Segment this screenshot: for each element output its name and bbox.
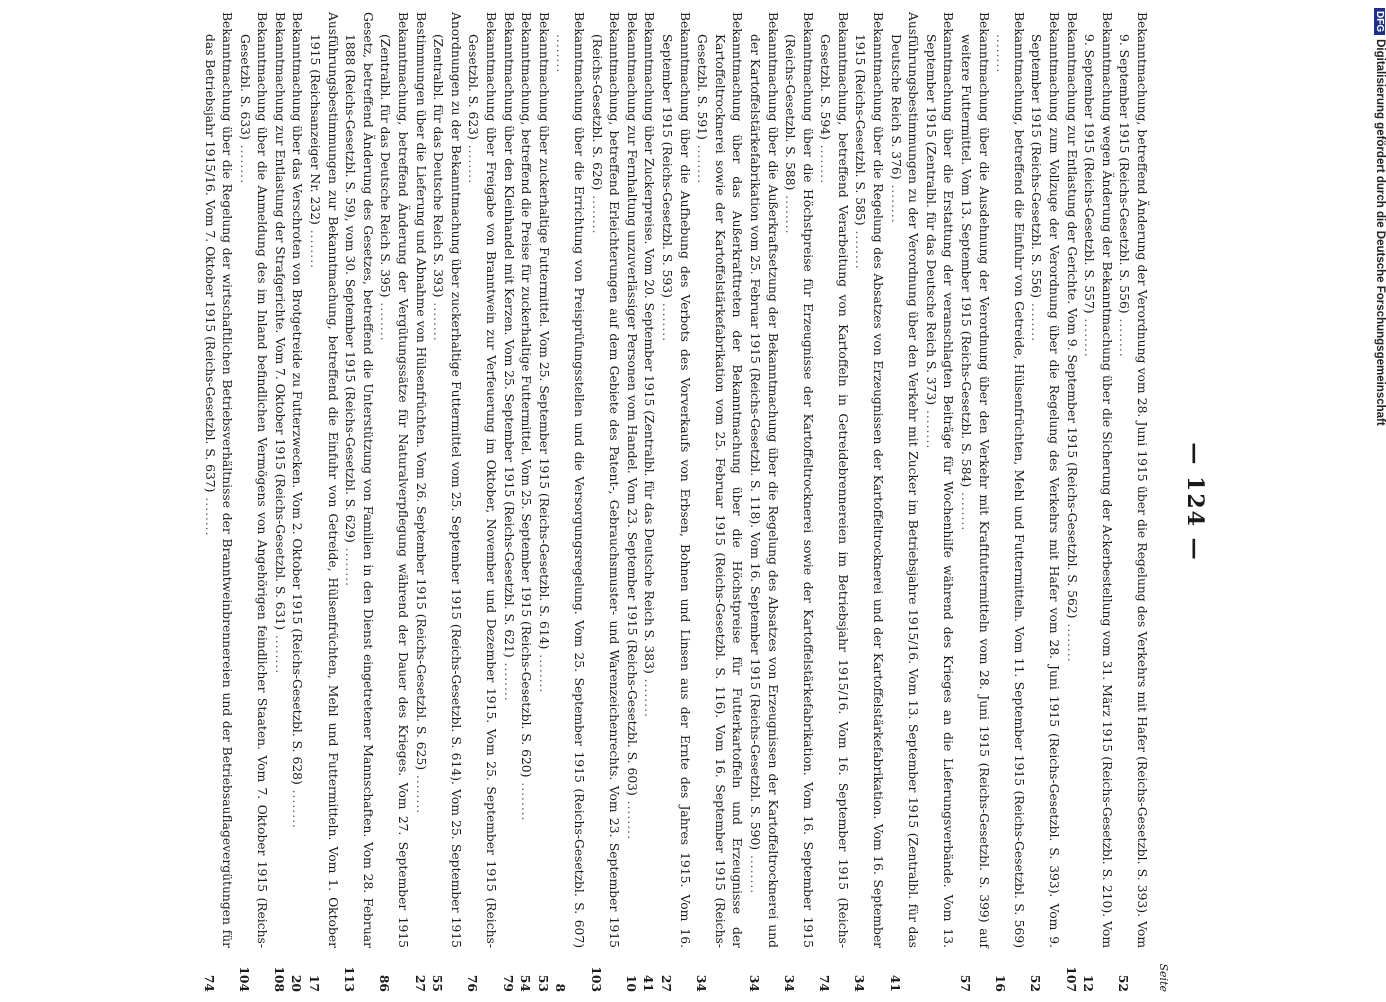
register-entry	[956, 12, 991, 992]
dot-leader: ........	[1029, 297, 1044, 343]
dot-leader: ........	[413, 770, 428, 815]
entry-page-number: 53	[535, 974, 551, 992]
dot-leader: ........	[747, 850, 762, 895]
seite-column-label: Seite	[1157, 963, 1170, 992]
entry-text: Bekanntmachung über den Kleinhandel mit Kerzen. Vom 25. September 1915 (Reichs-Gesetzbl. S. 621)	[501, 12, 516, 658]
entry-text: Bekanntmachung, betreffend Änderung der Vergütungssätze für Naturalverpflegung während der Dauer des Krieges. Vom 27. September 1915 (Zentralbl. für das Deutsche Reich S. 395)	[378, 12, 411, 948]
entry-text: Bekanntmachung über zuckerhaltige Futtermittel. Vom 25. September 1915 (Reichs-Gesetzbl. S. 614)	[536, 12, 551, 650]
entry-text: Bekanntmachung über die Regelung des Absatzes von Erzeugnissen der Kartoffeltrocknerei und der Kartoffelstärkefabrikation. Vom 16. September 1915 (Reichs-Gesetzbl. S. 585)	[853, 12, 886, 948]
register-entry	[235, 12, 270, 992]
entry-page-number: 57	[958, 974, 974, 992]
register-entry	[499, 12, 517, 992]
entry-text: Bestimmungen über die Lieferung und Abnahme von Hülsenfrüchten. Vom 26. September 1915 (Reichs-Gesetzbl. S. 625)	[413, 12, 428, 771]
entry-text: Bekanntmachung über die Aufhebung des Verbots des Vorverkaufs von Erbsen, Bohnen und Linsen aus der Ernte des Jahres 1915. Vom 16. September 1915 (Reichs-Gesetzbl. S. 593)	[659, 12, 692, 948]
register-entry	[429, 12, 464, 992]
register-entry	[1062, 12, 1080, 992]
entry-page-number: 55	[430, 974, 446, 992]
dfg-watermark	[1368, 8, 1386, 988]
register-entries	[200, 12, 1150, 992]
entry-text: Bekanntmachung über Zuckerpreise. Vom 20. September 1915 (Zentralbl. für das Deutsche Reich S. 383)	[642, 12, 657, 674]
entry-text: Bekanntmachung über die Regelung der wirtschaftlichen Betriebsverhältnisse der Branntweinbrennereien und der Betriebsauflagevergütungen für das Betriebsjahr 1915/16. Vom 7. Oktober 1915 (Reichs-Gesetzbl. S. 637)	[202, 12, 235, 948]
register-entry	[657, 12, 692, 992]
register-entry	[306, 12, 341, 992]
register-entry	[376, 12, 411, 992]
dot-leader: ........	[695, 139, 710, 184]
entry-text: Bekanntmachung zur Entlastung der Strafgerichte. Vom 7. Oktober 1915 (Reichs-Gesetzbl. S. 631)	[272, 12, 287, 631]
dot-leader: ........	[959, 487, 974, 532]
entry-page-number: 108	[271, 966, 287, 992]
dot-leader: ........	[519, 777, 534, 822]
register-entry	[1080, 12, 1115, 992]
entry-page-number: 10	[623, 974, 639, 992]
dot-leader: ........	[923, 405, 938, 450]
entry-text: Ausführungsbestimmungen zur Bekanntmachung, betreffend die Einfuhr von Getreide, Hülsenfrüchten, Mehl und Futtermitteln. Vom 1. Oktober 1915 (Reichsanzeiger Nr. 232)	[308, 12, 340, 948]
dot-leader: ........	[202, 492, 217, 537]
register-entry	[200, 12, 235, 992]
register-entry	[464, 12, 499, 992]
register-entry	[534, 12, 552, 992]
entry-page-number: 113	[342, 966, 358, 992]
entry-page-number: 16	[993, 974, 1009, 992]
entry-page-number: 54	[518, 974, 534, 992]
dot-leader: ........	[818, 139, 833, 184]
register-entry	[640, 12, 658, 992]
dot-leader: ........	[466, 139, 481, 184]
page-number: — 124 —	[1182, 442, 1208, 562]
entry-page-number: 76	[465, 974, 481, 992]
entry-page-number: 12	[1081, 974, 1097, 992]
entry-text: Bekanntmachung, betreffend Erleichterungen auf dem Gebiete des Patent-, Gebrauchsmuster- und Warenzeichenrechts. Vom 23. September 1915 (Reichs-Gesetzbl. S. 626)	[589, 12, 622, 948]
entry-page-number: 17	[307, 974, 323, 992]
dot-leader: ........	[853, 225, 868, 270]
entry-page-number: 74	[201, 974, 217, 992]
entry-page-number: 8	[553, 983, 569, 992]
entry-page-number: 27	[412, 974, 428, 992]
entry-page-number: 27	[658, 974, 674, 992]
dot-leader: ........	[1082, 313, 1097, 358]
register-entry	[921, 12, 956, 992]
entry-page-number: 34	[746, 974, 762, 992]
entry-text: Bekanntmachung, betreffend Verarbeitung von Kartoffeln in Getreidebrennereien im Betriebsjahr 1915/16. Vom 16. September 1915 (Reichs-Gesetzbl. S. 594)	[818, 12, 850, 948]
entry-page-number: 41	[641, 974, 657, 992]
entry-page-number: 20	[289, 974, 305, 992]
entry-text: Bekanntmachung, betreffend die Preise für zuckerhaltige Futtermittel. Vom 25. September 1915 (Reichs-Gesetzbl. S. 620)	[519, 12, 534, 778]
entry-text: Bekanntmachung über das Außerkrafttreten der Bekanntmachung über die Höchstpreise für Futterkartoffeln und Erzeugnisse der Kartoffeltrocknerei sowie der Kartoffelstärkefabrikation vom 25. Februar 1915 (Reichs-Gesetzbl. S. 116). Vom 16. September 1915 (Reichs-Gesetzbl. S. 591)	[695, 12, 745, 948]
dot-leader: ........	[888, 179, 903, 224]
dfg-logo-icon: DFG	[1374, 8, 1385, 35]
entry-page-number: 86	[377, 974, 393, 992]
page-header	[1160, 2, 1230, 1002]
dot-leader: ........	[308, 224, 323, 270]
entry-page-number: 52	[1116, 974, 1132, 992]
entry-page-number: 104	[236, 966, 252, 992]
register-entry	[288, 12, 306, 992]
entry-page-number: 34	[852, 974, 868, 992]
rotated-document-page	[150, 2, 1230, 1002]
entry-text: Bekanntmachung über die Höchstpreise für Erzeugnisse der Kartoffeltrocknerei sowie der Kartoffelstärkefabrikation. Vom 16. September 1915 (Reichs-Gesetzbl. S. 588)	[783, 12, 815, 948]
entry-page-number: 103	[588, 966, 604, 992]
entry-page-number: 74	[817, 974, 833, 992]
entry-text: Bekanntmachung, betreffend Änderung der Verordnung vom 28. Juni 1915 über die Regelung des Verkehrs mit Hafer (Reichs-Gesetzbl. S. 393). Vom 9. September 1915 (Reichs-Gesetzbl. S. 556)	[1117, 12, 1149, 948]
dot-leader: ........	[536, 649, 551, 694]
entry-text: Anordnungen zu der Bekanntmachung über zuckerhaltige Futtermittel vom 25. September 1915 (Reichs-Gesetzbl. S. 614). Vom 25. September 1915 (Zentralbl. für das Deutsche Reich S. 393)	[431, 12, 463, 948]
register-entry	[816, 12, 851, 992]
register-entry	[587, 12, 622, 992]
entry-page-number: 34	[694, 974, 710, 992]
dot-leader: ........	[378, 297, 393, 342]
entry-text: Bekanntmachung über Freigabe von Branntwein zur Verfeuerung im Oktober, November und Dezember 1915. Vom 25. September 1915 (Reichs-Gesetzbl. S. 623)	[466, 12, 499, 948]
dot-leader: ........	[783, 190, 798, 235]
entry-page-number: 52	[1028, 974, 1044, 992]
entry-text: Bekanntmachung über die Errichtung von Preisprüfungsstellen und die Versorgungsregelung. Vom 25. September 1915 (Reichs-Gesetzbl. S. 607)	[572, 12, 586, 948]
entry-text: Bekanntmachung zum Vollzuge der Verordnung über die Regelung des Verkehrs mit Hafer vom 28. Juni 1915 (Reichs-Gesetzbl. S. 393). Vom 9. September 1915 (Reichs-Gesetzbl. S. 556)	[1029, 12, 1062, 948]
entry-page-number: 41	[887, 974, 903, 992]
dot-leader: ........	[431, 297, 446, 342]
register-entry	[886, 12, 921, 992]
register-entry	[411, 12, 429, 992]
entry-text: Gesetz, betreffend Änderung des Gesetzes, betreffend die Unterstützung von Familien in den Dienst eingetretener Mannschaften. Vom 28. Februar 1888 (Reichs-Gesetzbl. S. 59), vom 30. September 1915 (Reichs-Gesetzbl. S. 629)	[343, 12, 375, 948]
register-entry	[745, 12, 780, 992]
entry-page-number: 34	[782, 974, 798, 992]
register-entry	[270, 12, 288, 992]
dot-leader: ........	[272, 630, 287, 675]
dot-leader: ........	[994, 34, 1009, 74]
entry-text: Bekanntmachung wegen Änderung der Bekanntmachung über die Sicherung der Ackerbestellung vom 31. März 1915 (Reichs-Gesetzbl. S. 210). Vom 9. September 1915 (Reichs-Gesetzbl. S. 557)	[1082, 12, 1114, 948]
register-entry	[622, 12, 640, 992]
dot-leader: ........	[1117, 313, 1132, 358]
entry-text: Bekanntmachung über die Außerkraftsetzung der Bekanntmachung über die Regelung des Absatzes von Erzeugnissen der Kartoffeltrocknerei und der Kartoffelstärkefabrikation vom 25. Februar 1915 (Reichs-Gesetzbl. S. 118). Vom 16. September 1915 (Reichs-Gesetzbl. S. 590)	[747, 12, 780, 948]
entry-text: Bekanntmachung zur Fernhaltung unzuverlässiger Personen vom Handel. Vom 23. September 1915 (Reichs-Gesetzbl. S. 603)	[624, 12, 639, 796]
entry-text: Bekanntmachung über die Erstattung der veranschlagten Beiträge für Wochenhilfe während des Krieges an die Lieferungsverbände. Vom 13. September 1915 (Zentralbl. für das Deutsche Reich S. 373)	[923, 12, 956, 948]
dot-leader: ........	[554, 34, 569, 74]
watermark-text: Digitalisierung gefördert durch die Deutsche Forschungsgemeinschaft	[1374, 39, 1386, 426]
entry-text: Bekanntmachung zur Entlastung der Gerichte. Vom 9. September 1915 (Reichs-Gesetzbl. S. 562)	[1064, 12, 1079, 619]
entry-text: Bekanntmachung über das Verschroten von Brotgetreide zu Futterzwecken. Vom 2. Oktober 1915 (Reichs-Gesetzbl. S. 628)	[290, 12, 305, 785]
entry-text: Bekanntmachung über die Anmeldung des im Inland befindlichen Vermögens von Angehörigen feindlicher Staaten. Vom 7. Oktober 1915 (Reichs-Gesetzbl. S. 633)	[237, 12, 270, 948]
register-entry	[992, 12, 1027, 992]
dot-leader: ........	[343, 542, 358, 588]
dot-leader: ........	[589, 190, 604, 235]
entry-text: Bekanntmachung über die Ausdehnung der Verordnung über den Verkehr mit Kraftfuttermitteln vom 28. Juni 1915 (Reichs-Gesetzbl. S. 399) auf weitere Futtermittel. Vom 13. September 1915 (Reichs-Gesetzbl. S. 584)	[959, 12, 991, 948]
entry-text: Ausführungsbestimmungen zu der Verordnung über den Verkehr mit Zucker im Betriebsjahre 1915/16. Vom 13. September 1915 (Zentralbl. für das Deutsche Reich S. 376)	[888, 12, 921, 948]
dot-leader: ........	[1064, 618, 1079, 663]
dot-leader: ........	[237, 139, 252, 184]
dot-leader: ........	[659, 297, 674, 343]
entry-page-number: 79	[500, 974, 516, 992]
register-entry	[341, 12, 376, 992]
entry-text: Bekanntmachung, betreffend die Einfuhr von Getreide, Hülsenfrüchten, Mehl und Futtermitteln. Vom 11. September 1915 (Reichs-Gesetzbl. S. 569)	[1011, 12, 1026, 948]
dot-leader: ........	[290, 784, 305, 829]
register-entry	[781, 12, 816, 992]
register-entry	[1115, 12, 1150, 992]
register-entry	[517, 12, 535, 992]
register-entry	[1027, 12, 1062, 992]
dot-leader: ........	[642, 673, 657, 718]
dot-leader: ........	[624, 795, 639, 840]
register-entry	[851, 12, 886, 992]
dot-leader: ........	[501, 657, 516, 702]
register-entry	[693, 12, 746, 992]
register-entry	[552, 12, 587, 992]
entry-page-number: 107	[1063, 966, 1079, 992]
